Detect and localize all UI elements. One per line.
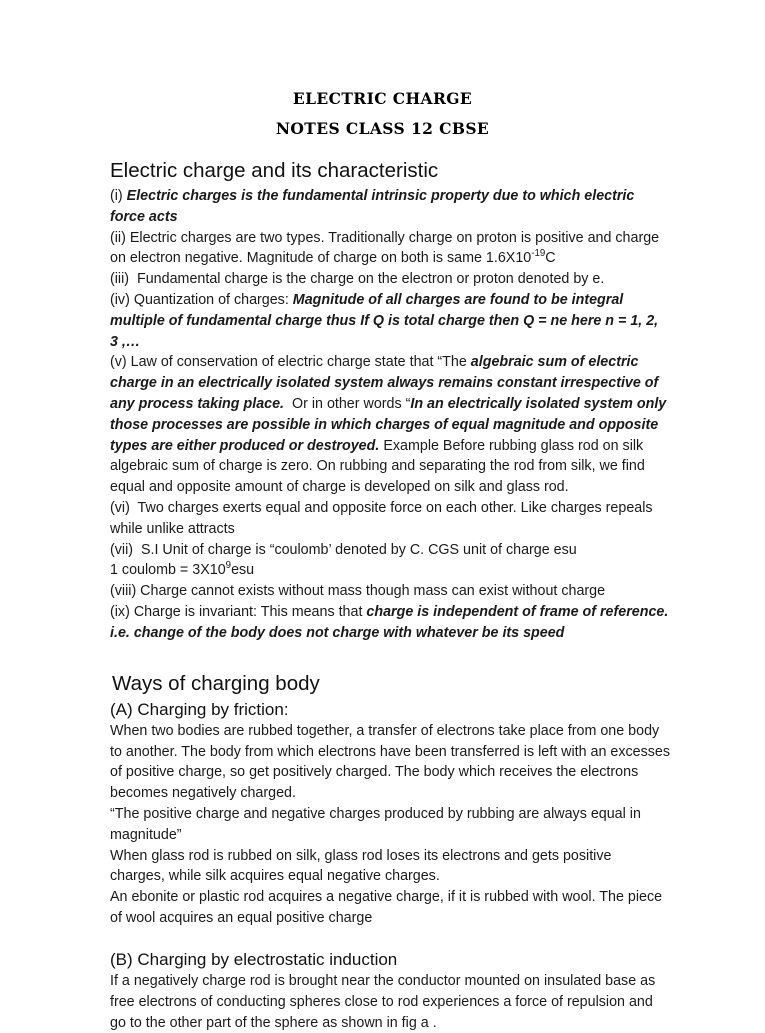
section-heading-characteristics: Electric charge and its characteristic [110,159,439,182]
friction-paragraph-3: When glass rod is rubbed on silk, glass rod loses its electrons and gets positive charges, while silk acquires equal negative charges. [110,847,612,885]
item-ii-text: Electric charges are two types. Traditionally charge on proton is positive and charge on electron negative. Magnitude of charge on both is same 1.6X10 [110,229,660,267]
list-item-viii [110,581,670,602]
item-marker-vii: (vii) [110,541,141,558]
item-marker-ix: (ix) [110,603,134,620]
subsection-spacer [110,929,670,949]
list-item-ix [110,602,670,644]
subsection-heading-friction: (A) Charging by friction: [110,699,289,719]
item-iv-bold-text: Magnitude of all charges are found to be integral multiple of fundamental charge thus If Q is total charge then Q = ne here n = 1, 2, 3 ,… [110,291,659,350]
document-body [110,158,670,1033]
document-title-secondary: NOTES CLASS 12 CBSE [275,119,490,138]
item-marker-i: (i) [110,188,127,204]
friction-paragraph-2: “The positive charge and negative charges produced by rubbing are always equal in magnitude” [110,805,641,843]
list-item-v [110,352,670,498]
coulomb-conversion-suffix: esu [231,562,255,579]
item-v-text-2: Or in other words “ [291,395,411,412]
coulomb-conversion-prefix: 1 coulomb = 3X10 [110,562,226,579]
item-marker-iv: (iv) [110,291,134,308]
item-vi-text: Two charges exerts equal and opposite force on each other. Like charges repeals while unlike attracts [110,499,653,537]
item-v-bold-1: algebraic sum of electric charge in an electrically isolated system always remains constant irrespective of any process taking place. [110,354,659,412]
section-heading-ways-of-charging: Ways of charging body [112,671,320,695]
item-ix-bold-text: charge is independent of frame of reference. i.e. change of the body does not charge with whatever be its speed [110,603,669,641]
list-item-vi [110,498,670,540]
item-marker-iii: (iii) [110,271,137,288]
item-viii-text: Charge cannot exists without mass though mass can exist without charge [140,583,606,600]
coulomb-conversion-exponent: 9 [225,560,232,572]
induction-paragraph-1: If a negatively charge rod is brought near the conductor mounted on insulated base as free electrons of conducting spheres close to rod experiences a force of repulsion and go to the other part of the sphere as shown in fig a . [110,973,656,1031]
item-marker-ii: (ii) [110,229,130,246]
item-ix-text: Charge is invariant: This means that [133,603,363,620]
list-item-iii [110,269,670,290]
friction-paragraph-1: When two bodies are rubbed together, a transfer of electrons take place from one body to another. The body from which electrons have been transferred is left with an excesses of positive charge, so get positively charged. The body which receives the electrons becomes negatively charged. [110,722,671,802]
item-v-text-3: Example Before rubbing glass rod on silk algebraic sum of charge is zero. On rubbing and separating the rod from silk, we find equal and opposite amount of charge is developed on silk and glass rod. [110,437,645,496]
sp2 [284,396,292,412]
item-i-bold-text: Electric charges is the fundamental intrinsic property due to which electric force acts [110,188,635,225]
item-ii-unit: C [545,250,556,267]
coulomb-conversion-line [110,560,670,581]
item-v-bold-2: In an electrically isolated system only those processes are possible in which charges of equal magnitude and opposite types are either produced or destroyed. [110,395,667,454]
item-marker-v: (v) [110,354,131,371]
item-vii-text: S.I Unit of charge is “coulomb’ denoted by C. CGS unit of charge esu [140,541,577,558]
document-title-primary: ELECTRIC CHARGE [292,89,473,108]
item-iv-text: Quantization of charges: [133,291,289,308]
item-marker-vi: (vi) [110,499,138,516]
list-item-vii [110,540,670,561]
item-ii-superscript: -19 [531,248,546,260]
subsection-heading-induction: (B) Charging by electrostatic induction [110,949,398,969]
section-spacer [110,644,670,671]
item-marker-viii: (viii) [110,583,141,600]
list-item-i [110,186,670,228]
item-v-text-1: Law of conservation of electric charge state that “The [130,354,467,371]
item-iii-text: Fundamental charge is the charge on the electron or proton denoted by e. [137,271,605,288]
list-item-iv [110,290,670,352]
friction-paragraph-4: An ebonite or plastic rod acquires a negative charge, if it is rubbed with wool. The piece of wool acquires an equal positive charge [110,889,663,926]
list-item-ii [110,228,670,270]
